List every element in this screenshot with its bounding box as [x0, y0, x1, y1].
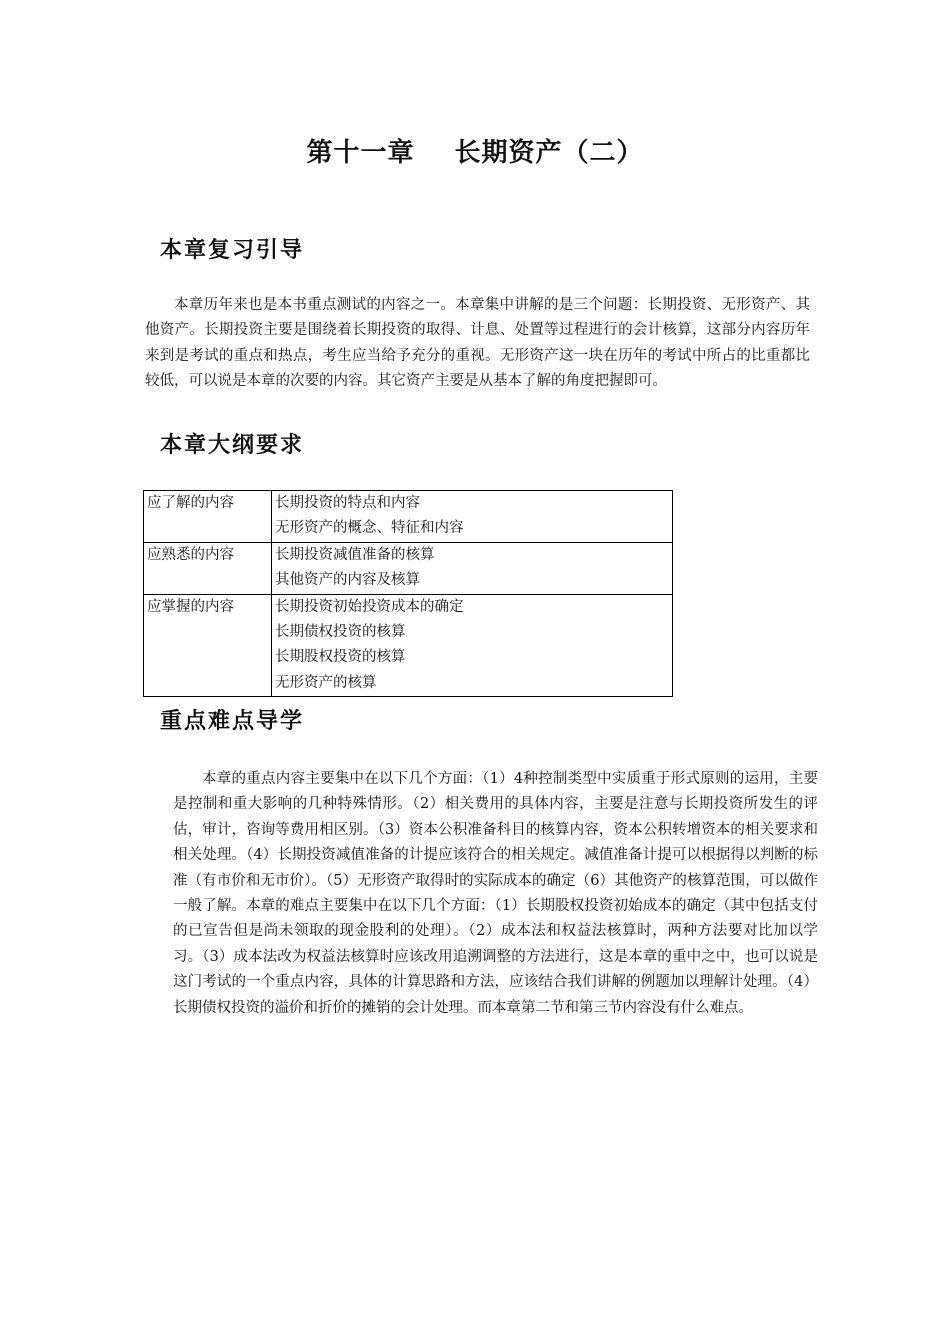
table-row: [144, 542, 673, 594]
chapter-title: [0, 133, 950, 173]
outline-item: 其他资产的内容及核算: [275, 572, 420, 589]
chapter-name: 长期资产（二）: [454, 138, 644, 168]
outline-item: 无形资产的核算: [275, 674, 377, 691]
table-row: [144, 491, 673, 543]
outline-item: 长期股权投资的核算: [275, 649, 406, 666]
chapter-number: 第十一章: [306, 138, 415, 168]
outline-item: 长期投资的特点和内容: [275, 495, 420, 511]
outline-item: 长期投资减值准备的核算: [275, 546, 435, 563]
key-points-paragraph: 本章的重点内容主要集中在以下几个方面：（1）4种控制类型中实质重于形式原则的运用，主要是控制和重大影响的几种特殊情形。（2）相关费用的具体内容，主要是注意与长期投资所发生的评估，审计，咨询等费用相区别。（3）资本公积准备科目的核算内容，资本公积转增资本的相关要求和相关处理。（4）长期投资减值准备的计提应该符合的相关规定。减值准备计提可以根据得以判断的标准（有市价和无市价）。（5）无形资产取得时的实际成本的确定（6）其他资产的核算范围，可以做作一般了解。本章的难点主要集中在以下几个方面：（1）长期股权投资初始成本的确定（其中包括支付的已宣告但是尚未领取的现金股利的处理）。（2）成本法和权益法核算时，两种方法要对比加以学习。（3）成本法改为权益法核算时应该改用追溯调整的方法进行，这是本章的重中之中，也可以说是这门考试的一个重点内容，具体的计算思路和方法，应该结合我们讲解的例题加以理解计处理。（4）长期债权投资的溢价和折价的摊销的会计处理。而本章第二节和第三节内容没有什么难点。: [173, 771, 818, 1016]
table-row: [144, 594, 673, 697]
outline-items: [272, 542, 673, 594]
review-guide-heading: 本章复习引导: [160, 237, 305, 263]
outline-heading: 本章大纲要求: [160, 432, 305, 458]
outline-category: 应熟悉的内容: [144, 542, 272, 594]
outline-category: 应了解的内容: [144, 491, 272, 543]
outline-table: [143, 490, 673, 697]
outline-item: 长期投资初始投资成本的确定: [275, 598, 464, 615]
review-guide-paragraph: 本章历年来也是本书重点测试的内容之一。本章集中讲解的是三个问题：长期投资、无形资产、其他资产。长期投资主要是围绕着长期投资的取得、计息、处置等过程进行的会计核算，这部分内容历年来到是考试的重点和热点，考生应当给予充分的重视。无形资产这一块在历年的考试中所占的比重都比较低，可以说是本章的次要的内容。其它资产主要是从基本了解的角度把握即可。: [145, 297, 810, 390]
outline-items: [272, 594, 673, 697]
outline-items: [272, 491, 673, 543]
outline-category: 应掌握的内容: [144, 594, 272, 697]
outline-item: 无形资产的概念、特征和内容: [275, 520, 464, 537]
outline-item: 长期债权投资的核算: [275, 624, 406, 641]
key-points-heading: 重点难点导学: [160, 708, 305, 734]
